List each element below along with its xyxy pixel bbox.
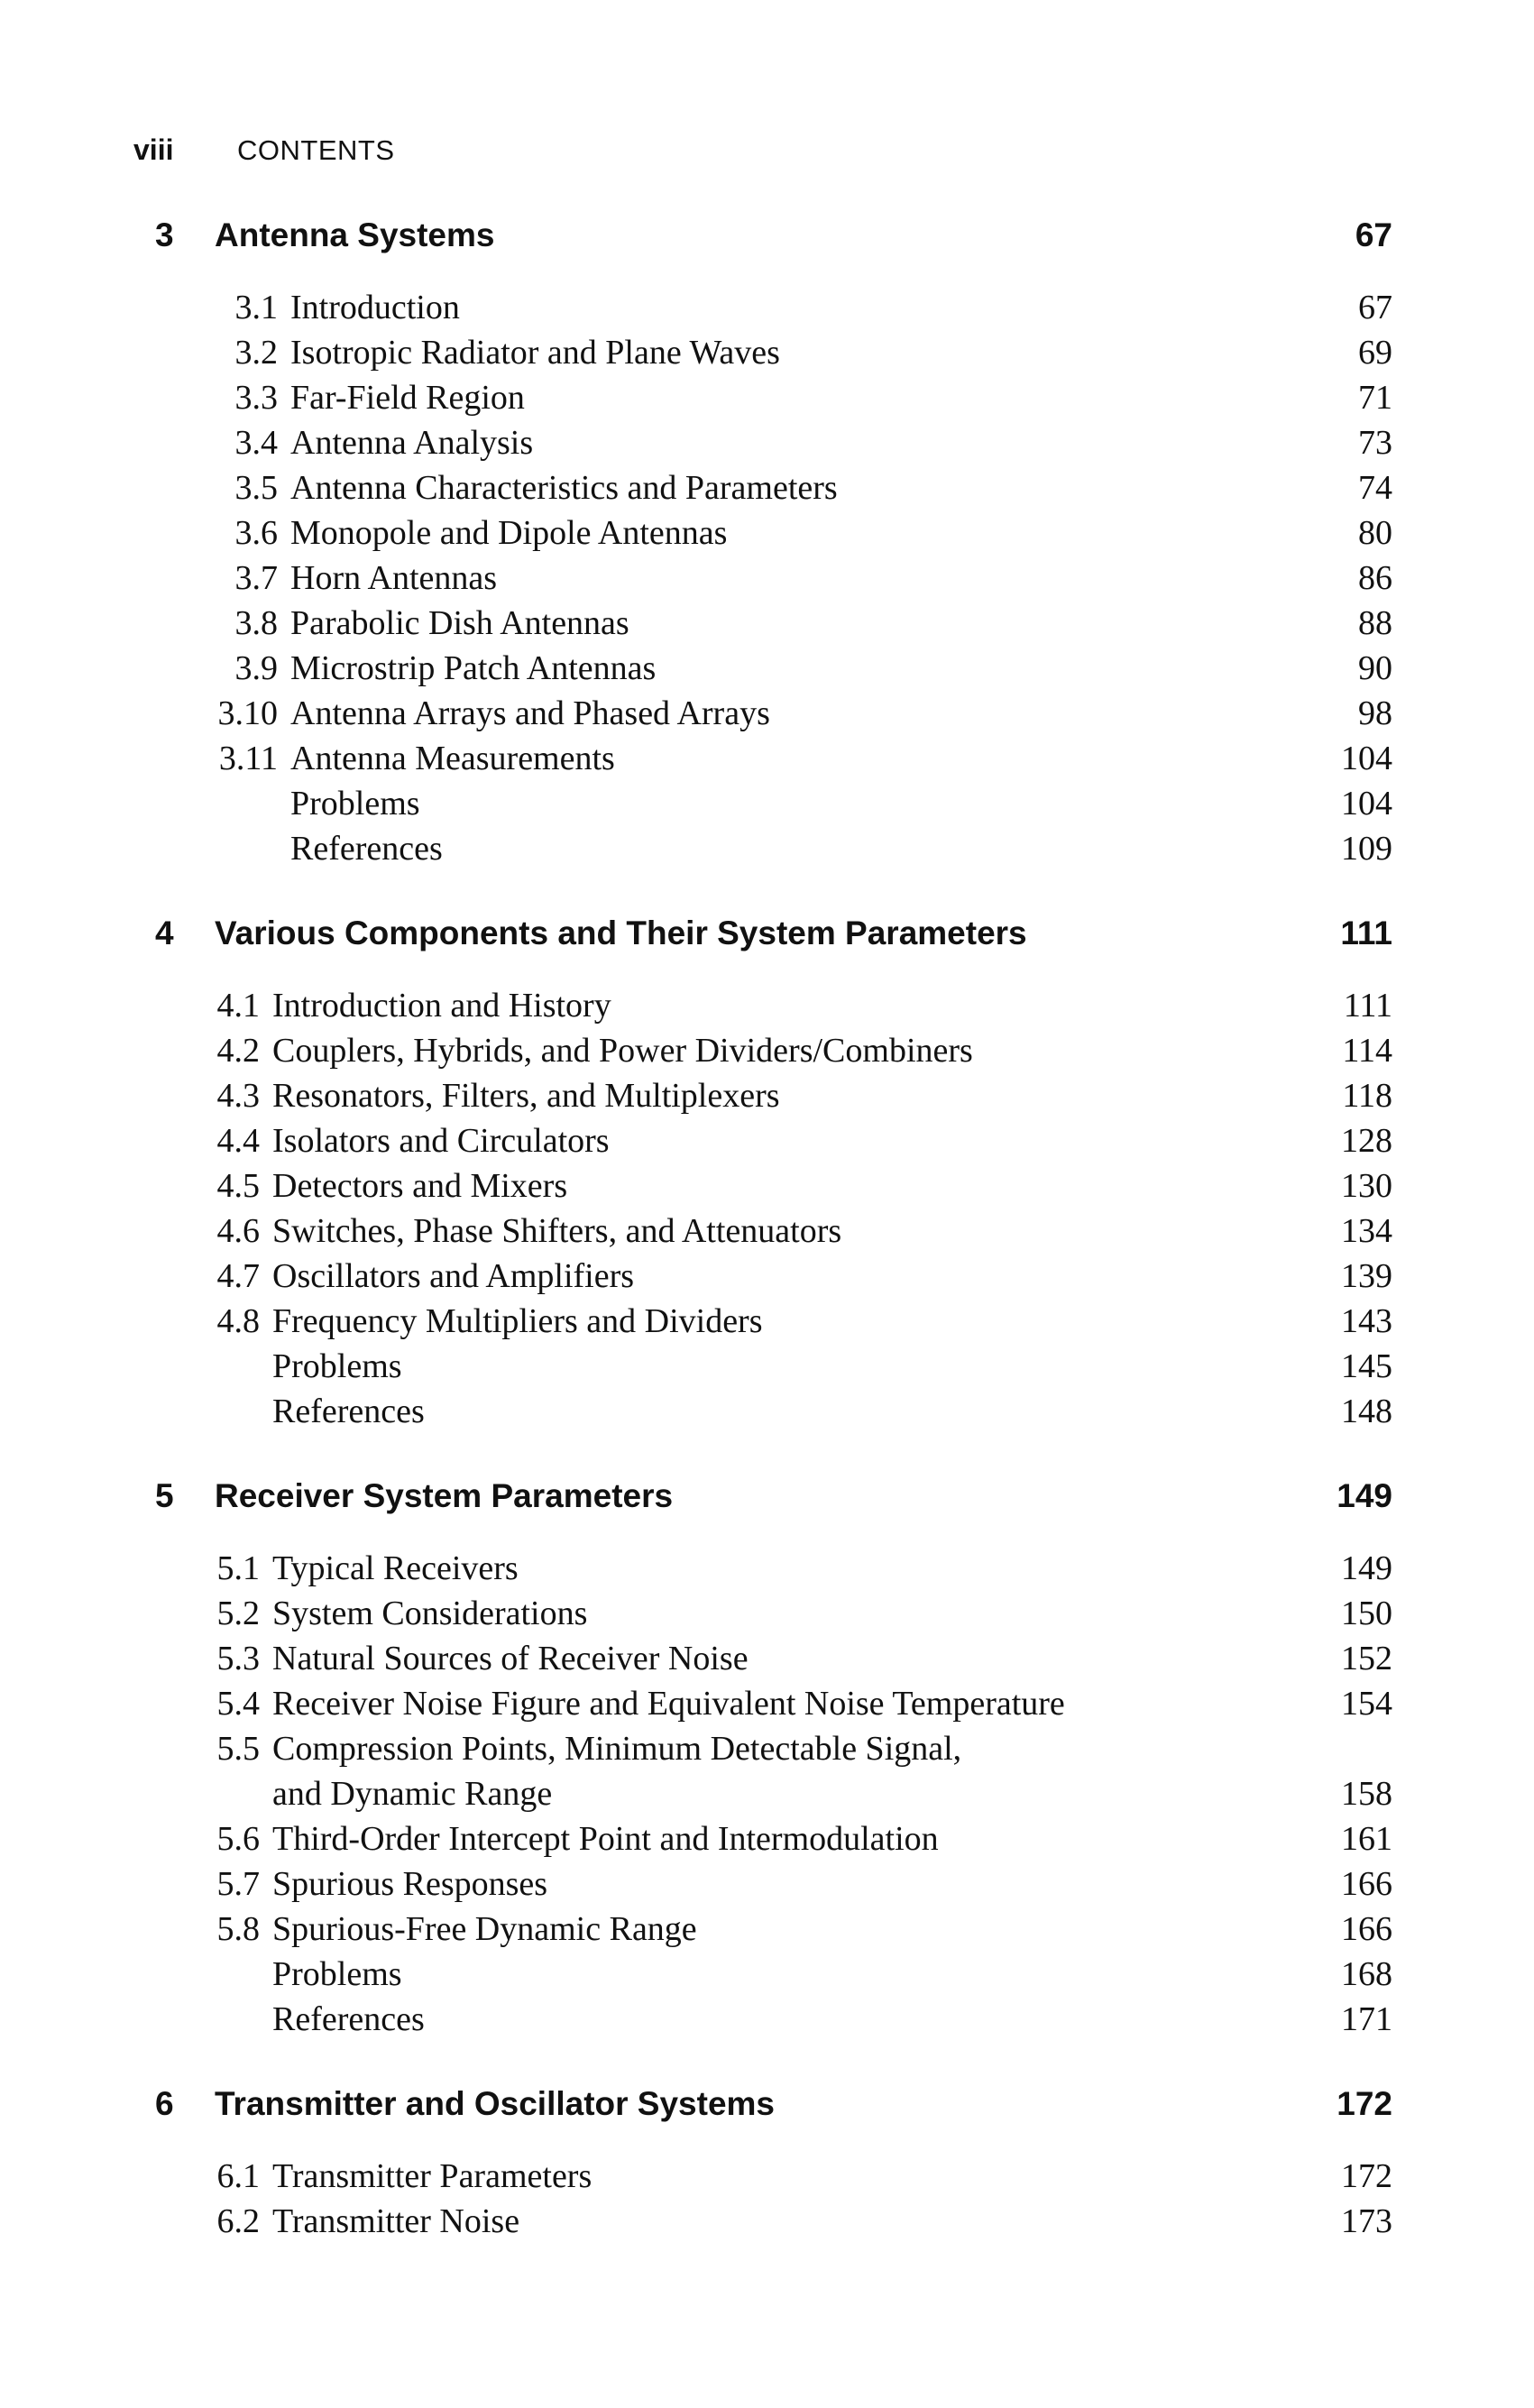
section-page: 172: [1341, 2157, 1392, 2195]
toc-entry[interactable]: [155, 1028, 1392, 1073]
section-page: 88: [1358, 604, 1392, 642]
section-page: 148: [1341, 1392, 1392, 1430]
table-of-contents: [155, 216, 1392, 2287]
toc-entry[interactable]: [155, 1546, 1392, 1591]
section-title: References: [272, 1392, 425, 1430]
section-title: Typical Receivers: [272, 1549, 519, 1587]
section-number: 3.8: [234, 604, 278, 642]
section-title: Receiver Noise Figure and Equivalent Noise Temperature: [272, 1685, 1065, 1723]
toc-entry[interactable]: [155, 691, 1392, 736]
toc-entry[interactable]: [155, 1726, 1392, 1771]
section-page: 74: [1358, 469, 1392, 507]
page-number: viii: [133, 133, 174, 166]
section-page: 86: [1358, 559, 1392, 597]
section-title: References: [272, 2000, 425, 2038]
section-title: Isotropic Radiator and Plane Waves: [290, 334, 780, 372]
toc-entry[interactable]: [155, 556, 1392, 601]
section-title: Resonators, Filters, and Multiplexers: [272, 1077, 780, 1115]
section-title: Antenna Characteristics and Parameters: [290, 469, 838, 507]
section-page: 71: [1358, 379, 1392, 417]
section-number: 5.2: [216, 1595, 260, 1632]
section-page: 168: [1341, 1955, 1392, 1993]
section-title: Detectors and Mixers: [272, 1167, 568, 1205]
section-page: 73: [1358, 424, 1392, 462]
chapter-4: [155, 914, 1392, 1434]
section-number: 6.1: [216, 2157, 260, 2195]
section-title: Antenna Measurements: [290, 740, 615, 777]
section-page: 143: [1341, 1302, 1392, 1340]
section-title: Transmitter Parameters: [272, 2157, 592, 2195]
section-number: 4.4: [216, 1122, 260, 1160]
chapter-6: [155, 2085, 1392, 2244]
section-page: 67: [1358, 289, 1392, 326]
section-number: 3.11: [218, 740, 278, 777]
chapter-number: 4: [155, 914, 174, 951]
section-title: Spurious Responses: [272, 1865, 548, 1903]
section-title: Introduction: [290, 289, 460, 326]
section-page: 130: [1341, 1167, 1392, 1205]
section-page: 104: [1341, 785, 1392, 823]
section-title: Problems: [272, 1347, 402, 1385]
toc-entry[interactable]: [155, 285, 1392, 330]
section-page: 90: [1358, 649, 1392, 687]
section-title: Horn Antennas: [290, 559, 498, 597]
section-page: 161: [1341, 1820, 1392, 1858]
section-title: Frequency Multipliers and Dividers: [272, 1302, 763, 1340]
section-number: 5.6: [216, 1820, 260, 1858]
section-title: Microstrip Patch Antennas: [290, 649, 657, 687]
toc-entry[interactable]: [155, 330, 1392, 375]
chapter-heading[interactable]: [155, 914, 1392, 965]
section-number: 5.5: [216, 1730, 260, 1768]
section-page: 118: [1342, 1077, 1392, 1115]
running-head: [133, 133, 395, 173]
section-page: 149: [1341, 1549, 1392, 1587]
section-number: 3.4: [234, 424, 278, 462]
toc-entry[interactable]: [155, 736, 1392, 781]
section-title: Switches, Phase Shifters, and Attenuators: [272, 1212, 842, 1250]
section-page: 154: [1341, 1685, 1392, 1723]
toc-entry[interactable]: [155, 1389, 1392, 1434]
toc-entry[interactable]: [155, 1299, 1392, 1344]
section-number: 5.3: [216, 1640, 260, 1677]
section-number: 3.1: [234, 289, 278, 326]
section-title: Antenna Analysis: [290, 424, 534, 462]
section-number: 3.10: [217, 694, 278, 732]
section-number: 5.8: [216, 1910, 260, 1948]
section-title: Transmitter Noise: [272, 2202, 520, 2240]
section-title: References: [290, 830, 443, 868]
toc-entry[interactable]: [155, 1907, 1392, 1952]
toc-entry[interactable]: [155, 983, 1392, 1028]
section-page: 128: [1341, 1122, 1392, 1160]
running-head-title: CONTENTS: [237, 134, 395, 166]
toc-entry[interactable]: [155, 1591, 1392, 1636]
toc-entry[interactable]: [155, 1952, 1392, 1997]
section-title: Natural Sources of Receiver Noise: [272, 1640, 749, 1677]
chapter-5: [155, 1477, 1392, 2042]
section-title: Compression Points, Minimum Detectable Signal,: [272, 1730, 962, 1768]
chapter-title: Receiver System Parameters: [215, 1477, 674, 1514]
toc-entry[interactable]: [155, 601, 1392, 646]
section-number: 5.4: [216, 1685, 260, 1723]
chapter-title: Transmitter and Oscillator Systems: [215, 2085, 776, 2122]
toc-entry[interactable]: [155, 1344, 1392, 1389]
toc-entry[interactable]: [155, 1118, 1392, 1163]
chapter-heading[interactable]: [155, 1477, 1392, 1528]
section-page: 80: [1358, 514, 1392, 552]
chapter-page: 111: [1340, 914, 1392, 951]
chapter-3: [155, 216, 1392, 871]
toc-entry[interactable]: [155, 375, 1392, 420]
section-number: 4.3: [216, 1077, 260, 1115]
toc-entry[interactable]: [155, 1997, 1392, 2042]
chapter-page: 67: [1355, 216, 1392, 253]
section-title: Spurious-Free Dynamic Range: [272, 1910, 697, 1948]
section-page: 139: [1341, 1257, 1392, 1295]
chapter-number: 6: [155, 2085, 174, 2122]
section-title: Problems: [272, 1955, 402, 1993]
toc-entry[interactable]: [155, 1816, 1392, 1861]
section-page: 111: [1343, 987, 1392, 1025]
section-page: 98: [1358, 694, 1392, 732]
section-number: 3.2: [234, 334, 278, 372]
toc-entry[interactable]: [155, 2199, 1392, 2244]
chapter-number: 3: [155, 216, 174, 253]
section-title: Introduction and History: [272, 987, 611, 1025]
section-title-continued: and Dynamic Range: [272, 1775, 553, 1813]
section-number: 4.6: [216, 1212, 260, 1250]
chapter-page: 172: [1337, 2085, 1392, 2122]
section-number: 6.2: [216, 2202, 260, 2240]
section-number: 4.7: [216, 1257, 260, 1295]
toc-entry[interactable]: [155, 826, 1392, 871]
section-number: 3.6: [234, 514, 278, 552]
toc-entry[interactable]: [155, 2154, 1392, 2199]
toc-entry[interactable]: [155, 1073, 1392, 1118]
section-number: 4.2: [216, 1032, 260, 1070]
section-title: Third-Order Intercept Point and Intermodulation: [272, 1820, 939, 1858]
chapter-title: Antenna Systems: [215, 216, 495, 253]
section-page: 166: [1341, 1910, 1392, 1948]
chapter-number: 5: [155, 1477, 174, 1514]
section-number: 4.1: [216, 987, 260, 1025]
section-page: 152: [1341, 1640, 1392, 1677]
section-title: Problems: [290, 785, 420, 823]
section-number: 3.7: [234, 559, 278, 597]
toc-entry-continuation[interactable]: [155, 1771, 1392, 1816]
chapter-heading[interactable]: [155, 216, 1392, 267]
section-title: Couplers, Hybrids, and Power Dividers/Combiners: [272, 1032, 973, 1070]
section-page: 173: [1341, 2202, 1392, 2240]
section-page: 134: [1341, 1212, 1392, 1250]
section-title: Oscillators and Amplifiers: [272, 1257, 635, 1295]
chapter-title: Various Components and Their System Parameters: [215, 914, 1027, 951]
section-title: Isolators and Circulators: [272, 1122, 610, 1160]
section-page: 171: [1341, 2000, 1392, 2038]
section-number: 3.5: [234, 469, 278, 507]
section-number: 3.3: [234, 379, 278, 417]
section-number: 5.7: [216, 1865, 260, 1903]
section-title: Monopole and Dipole Antennas: [290, 514, 728, 552]
toc-entry[interactable]: [155, 1681, 1392, 1726]
chapter-heading[interactable]: [155, 2085, 1392, 2136]
toc-entry[interactable]: [155, 1861, 1392, 1907]
section-page: 69: [1358, 334, 1392, 372]
toc-entry[interactable]: [155, 510, 1392, 556]
section-page: 166: [1341, 1865, 1392, 1903]
section-title: Antenna Arrays and Phased Arrays: [290, 694, 770, 732]
section-title: Parabolic Dish Antennas: [290, 604, 629, 642]
toc-entry[interactable]: [155, 420, 1392, 465]
section-number: 5.1: [216, 1549, 260, 1587]
toc-entry[interactable]: [155, 1254, 1392, 1299]
toc-entry[interactable]: [155, 1636, 1392, 1681]
section-page: 109: [1341, 830, 1392, 868]
section-title: System Considerations: [272, 1595, 588, 1632]
section-page: 114: [1342, 1032, 1392, 1070]
section-number: 3.9: [234, 649, 278, 687]
section-title: Far-Field Region: [290, 379, 525, 417]
toc-entry[interactable]: [155, 1163, 1392, 1209]
toc-entry[interactable]: [155, 465, 1392, 510]
section-page: 150: [1341, 1595, 1392, 1632]
section-page: 145: [1341, 1347, 1392, 1385]
section-page: 158: [1341, 1775, 1392, 1813]
chapter-page: 149: [1337, 1477, 1392, 1514]
toc-entry[interactable]: [155, 781, 1392, 826]
section-page: 104: [1341, 740, 1392, 777]
section-number: 4.8: [216, 1302, 260, 1340]
toc-entry[interactable]: [155, 646, 1392, 691]
toc-entry[interactable]: [155, 1209, 1392, 1254]
section-number: 4.5: [216, 1167, 260, 1205]
